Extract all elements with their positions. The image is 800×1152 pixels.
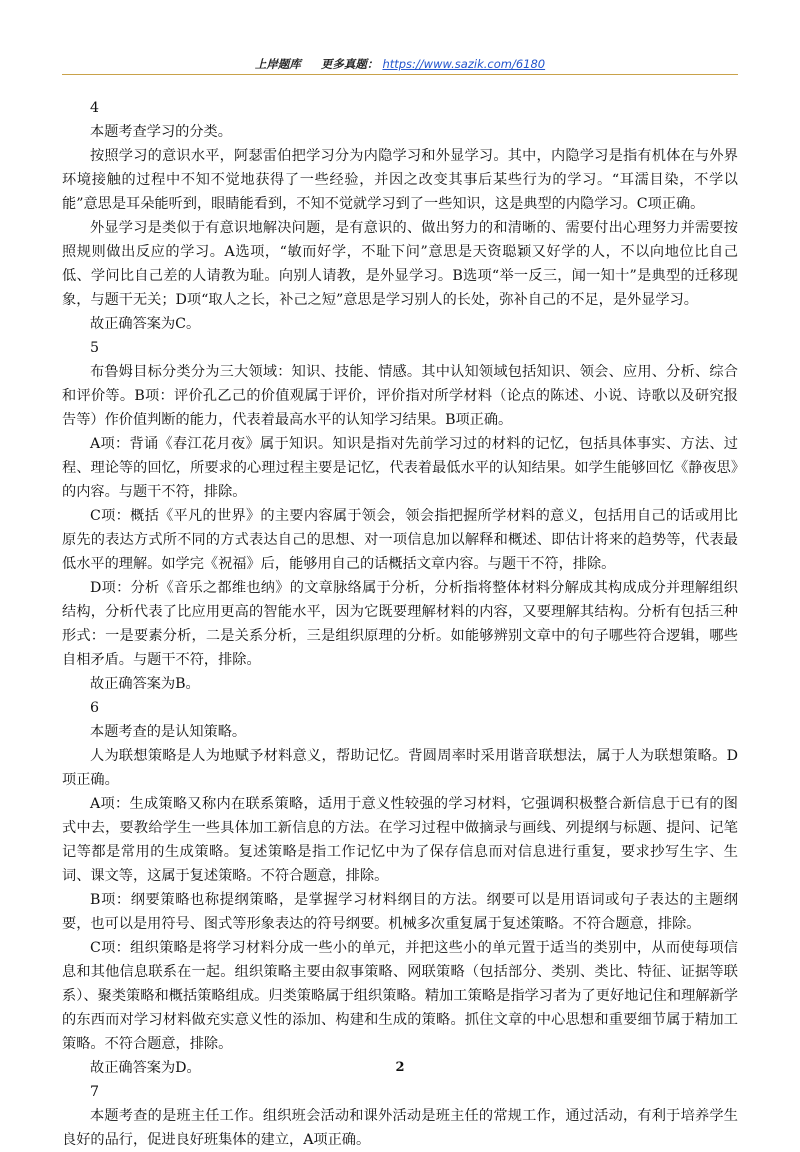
source-name: 上岸题库 <box>254 57 301 71</box>
paragraph: 故正确答案为C。 <box>90 316 201 332</box>
paragraph: 故正确答案为B。 <box>90 676 200 692</box>
paragraph: D项：分析《音乐之都维也纳》的文章脉络属于分析，分析指将整体材料分解成其构成成分并理解组织结构，分析代表了比应用更高的智能水平，因为它既要理解材料的内容，又要理解其结构。分析有包括三种形式：一是要素分析，二是关系分析，三是组织原理的分析。如能够辨别文章中的句子哪些符合逻辑，哪些自相矛盾。与题干不符，排除。 <box>62 580 738 668</box>
document-body <box>62 96 738 1152</box>
paragraph: 本题考查的是认知策略。 <box>90 724 247 740</box>
paragraph: C项：概括《平凡的世界》的主要内容属于领会，领会指把握所学材料的意义，包括用自己的话或用比原先的表达方式所不同的方式表达自己的思想、对一项信息加以解释和概述、即估计将来的趋势等，代表最低水平的理解。如学完《祝福》后，能够用自己的话概括文章内容。与题干不符，排除。 <box>62 508 738 572</box>
paragraph: A项：背诵《春江花月夜》属于知识。知识是指对先前学习过的材料的记忆，包括具体事实、方法、过程、理论等的回忆，所要求的心理过程主要是记忆，代表着最低水平的认知结果。如学生能够回忆《静夜思》的内容。与题干不符，排除。 <box>62 436 738 500</box>
paragraph: 布鲁姆目标分类分为三大领域：知识、技能、情感。其中认知领域包括知识、领会、应用、分析、综合和评价等。B项：评价孔乙己的价值观属于评价，评价指对所学材料（论点的陈述、小说、诗歌以及研究报告等）作价值判断的能力，代表着最高水平的认知学习结果。B项正确。 <box>62 364 738 428</box>
more-questions-label: 更多真题： <box>320 57 379 71</box>
paragraph: B项：纲要策略也称提纲策略，是掌握学习材料纲目的方法。纲要可以是用语词或句子表达的主题纲要，也可以是用符号、图式等形象表达的符号纲要。机械多次重复属于复述策略。不符合题意，排除。 <box>62 892 738 932</box>
paragraph: 人为联想策略是人为地赋予材料意义，帮助记忆。背圆周率时采用谐音联想法，属于人为联想策略。D项正确。 <box>62 748 738 788</box>
paragraph: A项：生成策略又称内在联系策略，适用于意义性较强的学习材料，它强调积极整合新信息于已有的图式中去，要教给学生一些具体加工新信息的方法。在学习过程中做摘录与画线、列提纲与标题、提问、记笔记等都是常用的生成策略。复述策略是指工作记忆中为了保存信息而对信息进行重复，要求抄写生字、生词、课文等，这属于复述策略。不符合题意，排除。 <box>62 796 738 884</box>
paragraph: 按照学习的意识水平，阿瑟雷伯把学习分为内隐学习和外显学习。其中，内隐学习是指有机体在与外界环境接触的过程中不知不觉地获得了一些经验，并因之改变其事后某些行为的学习。“耳濡目染，不学以能”意思是耳朵能听到，眼睛能看到，不知不觉就学习到了一些知识，这是典型的内隐学习。C项正确。 <box>62 148 738 212</box>
question-number: 6 <box>90 700 100 716</box>
paragraph: C项：组织策略是将学习材料分成一些小的单元，并把这些小的单元置于适当的类别中，从而使每项信息和其他信息联系在一起。组织策略主要由叙事策略、网联策略（包括部分、类别、类比、特征、证据等联系）、聚类策略和概括策略组成。归类策略属于组织策略。精加工策略是指学习者为了更好地记住和理解新学的东西而对学习材料做充实意义性的添加、构建和生成的策略。抓住文章的中心思想和重要细节属于精加工策略。不符合题意，排除。 <box>62 940 738 1052</box>
header-rule <box>62 74 738 75</box>
paragraph: 本题考查学习的分类。 <box>90 124 232 140</box>
source-link[interactable]: https://www.sazik.com/6180 <box>382 57 546 71</box>
question-number: 5 <box>90 340 100 356</box>
paragraph: 外显学习是类似于有意识地解决问题，是有意识的、做出努力的和清晰的、需要付出心理努力并需要按照规则做出反应的学习。A选项，“敏而好学，不耻下问”意思是天资聪颖又好学的人，不以向地位比自己低、学问比自己差的人请教为耻。向别人请教，是外显学习。B选项“举一反三，闻一知十”是典型的迁移现象，与题干无关；D项“取人之长，补己之短”意思是学习别人的长处，弥补自己的不足，是外显学习。 <box>62 220 738 308</box>
page-header <box>0 56 800 72</box>
paragraph: 故正确答案为D。 <box>90 1060 201 1076</box>
page-number: 2 <box>395 1060 405 1075</box>
paragraph: 本题考查的是班主任工作。组织班会活动和课外活动是班主任的常规工作，通过活动，有利于培养学生良好的品行，促进良好班集体的建立，A项正确。 <box>62 1108 738 1148</box>
question-number: 4 <box>90 100 100 116</box>
question-number: 7 <box>90 1084 100 1100</box>
